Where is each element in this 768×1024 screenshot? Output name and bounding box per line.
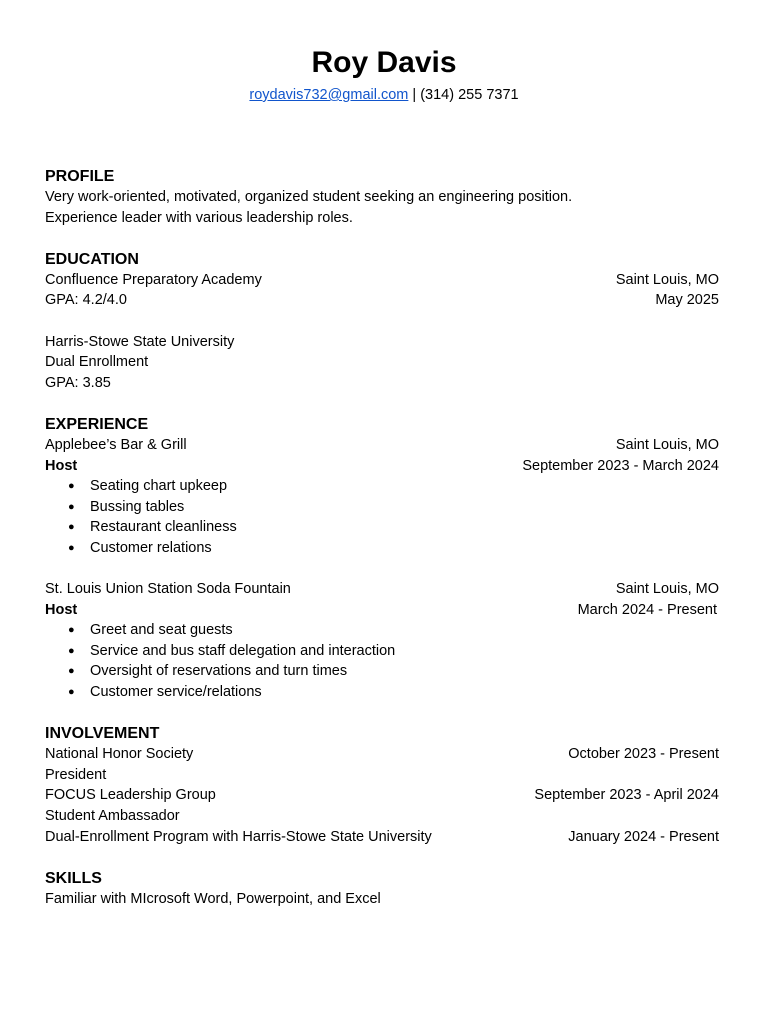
involvement-dates: September 2023 - April 2024 xyxy=(534,787,719,804)
job-location: Saint Louis, MO xyxy=(615,581,719,598)
school-gpa: GPA: 4.2/4.0 xyxy=(45,292,127,309)
involvement-heading: INVOLVEMENT xyxy=(45,725,160,743)
involvement-row xyxy=(45,827,719,848)
school-location: Saint Louis, MO xyxy=(615,271,719,288)
job-title: Host xyxy=(45,601,78,618)
involvement-role: Student Ambassador xyxy=(45,808,180,825)
bullet-icon: ● xyxy=(68,665,75,678)
job-employer-row xyxy=(45,435,719,456)
resume-body xyxy=(45,166,719,909)
involvement-role-row xyxy=(45,765,719,786)
profile-line: Experience leader with various leadership roles. xyxy=(45,209,353,226)
skills-text-row xyxy=(45,889,719,910)
bullet-icon: ● xyxy=(68,644,75,657)
job-dates: March 2024 - Present xyxy=(577,601,717,618)
involvement-org: FOCUS Leadership Group xyxy=(45,787,216,804)
school-name: Harris-Stowe State University xyxy=(45,333,235,350)
education-heading: EDUCATION xyxy=(45,250,139,268)
involvement-role: President xyxy=(45,766,107,783)
school-program: Dual Enrollment xyxy=(45,354,149,371)
involvement-row xyxy=(45,785,719,806)
profile-line: Very work-oriented, motivated, organized student seeking an engineering position. xyxy=(45,189,573,205)
involvement-row xyxy=(45,744,719,765)
experience-heading: EXPERIENCE xyxy=(45,415,149,433)
job-title: Host xyxy=(45,457,78,474)
list-item: ● Greet and seat guests xyxy=(90,620,719,641)
phone-number: (314) 255 7371 xyxy=(420,87,519,103)
list-item: ● Customer relations xyxy=(90,538,719,559)
education-school-row xyxy=(45,270,719,291)
bullet-icon: ● xyxy=(68,480,75,493)
list-item: ● Bussing tables xyxy=(90,497,719,518)
involvement-dates: January 2024 - Present xyxy=(568,828,719,845)
job-dates: September 2023 - March 2024 xyxy=(522,457,719,474)
profile-heading: PROFILE xyxy=(45,168,115,185)
involvement-org: Dual-Enrollment Program with Harris-Stowe State University xyxy=(45,828,432,845)
education-gpa-row xyxy=(45,290,719,311)
skills-heading: SKILLS xyxy=(45,869,102,887)
email-link[interactable]: roydavis732@gmail.com xyxy=(249,87,409,103)
job-duties-list xyxy=(45,620,719,702)
education-program-row xyxy=(45,352,719,373)
resume-name: Roy Davis xyxy=(311,46,457,79)
involvement-role-row xyxy=(45,806,719,827)
skills-text: Familiar with MIcrosoft Word, Powerpoint, and Excel xyxy=(45,890,381,907)
graduation-date: May 2025 xyxy=(655,292,719,309)
bullet-icon: ● xyxy=(68,500,75,513)
contact-separator: | xyxy=(408,87,421,103)
school-gpa: GPA: 3.85 xyxy=(45,374,111,391)
bullet-icon: ● xyxy=(68,541,75,554)
education-gpa-row xyxy=(45,373,719,394)
job-employer-row xyxy=(45,579,719,600)
job-location: Saint Louis, MO xyxy=(615,436,719,453)
job-title-row xyxy=(45,600,719,621)
list-item: ● Restaurant cleanliness xyxy=(90,517,719,538)
list-item: ● Service and bus staff delegation and interaction xyxy=(90,641,719,662)
job-title-row xyxy=(45,456,719,477)
school-name: Confluence Preparatory Academy xyxy=(45,271,262,288)
involvement-org: National Honor Society xyxy=(45,746,194,763)
contact-line xyxy=(0,85,768,105)
bullet-icon: ● xyxy=(68,624,75,637)
job-employer: St. Louis Union Station Soda Fountain xyxy=(45,581,291,598)
involvement-dates: October 2023 - Present xyxy=(568,746,719,763)
job-employer: Applebee’s Bar & Grill xyxy=(45,436,187,453)
list-item: ● Oversight of reservations and turn times xyxy=(90,661,719,682)
bullet-icon: ● xyxy=(68,686,75,699)
list-item: ● Customer service/relations xyxy=(90,682,719,703)
bullet-icon: ● xyxy=(68,521,75,534)
job-duties-list xyxy=(45,476,719,558)
list-item: ● Seating chart upkeep xyxy=(90,476,719,497)
education-school-row xyxy=(45,332,719,353)
